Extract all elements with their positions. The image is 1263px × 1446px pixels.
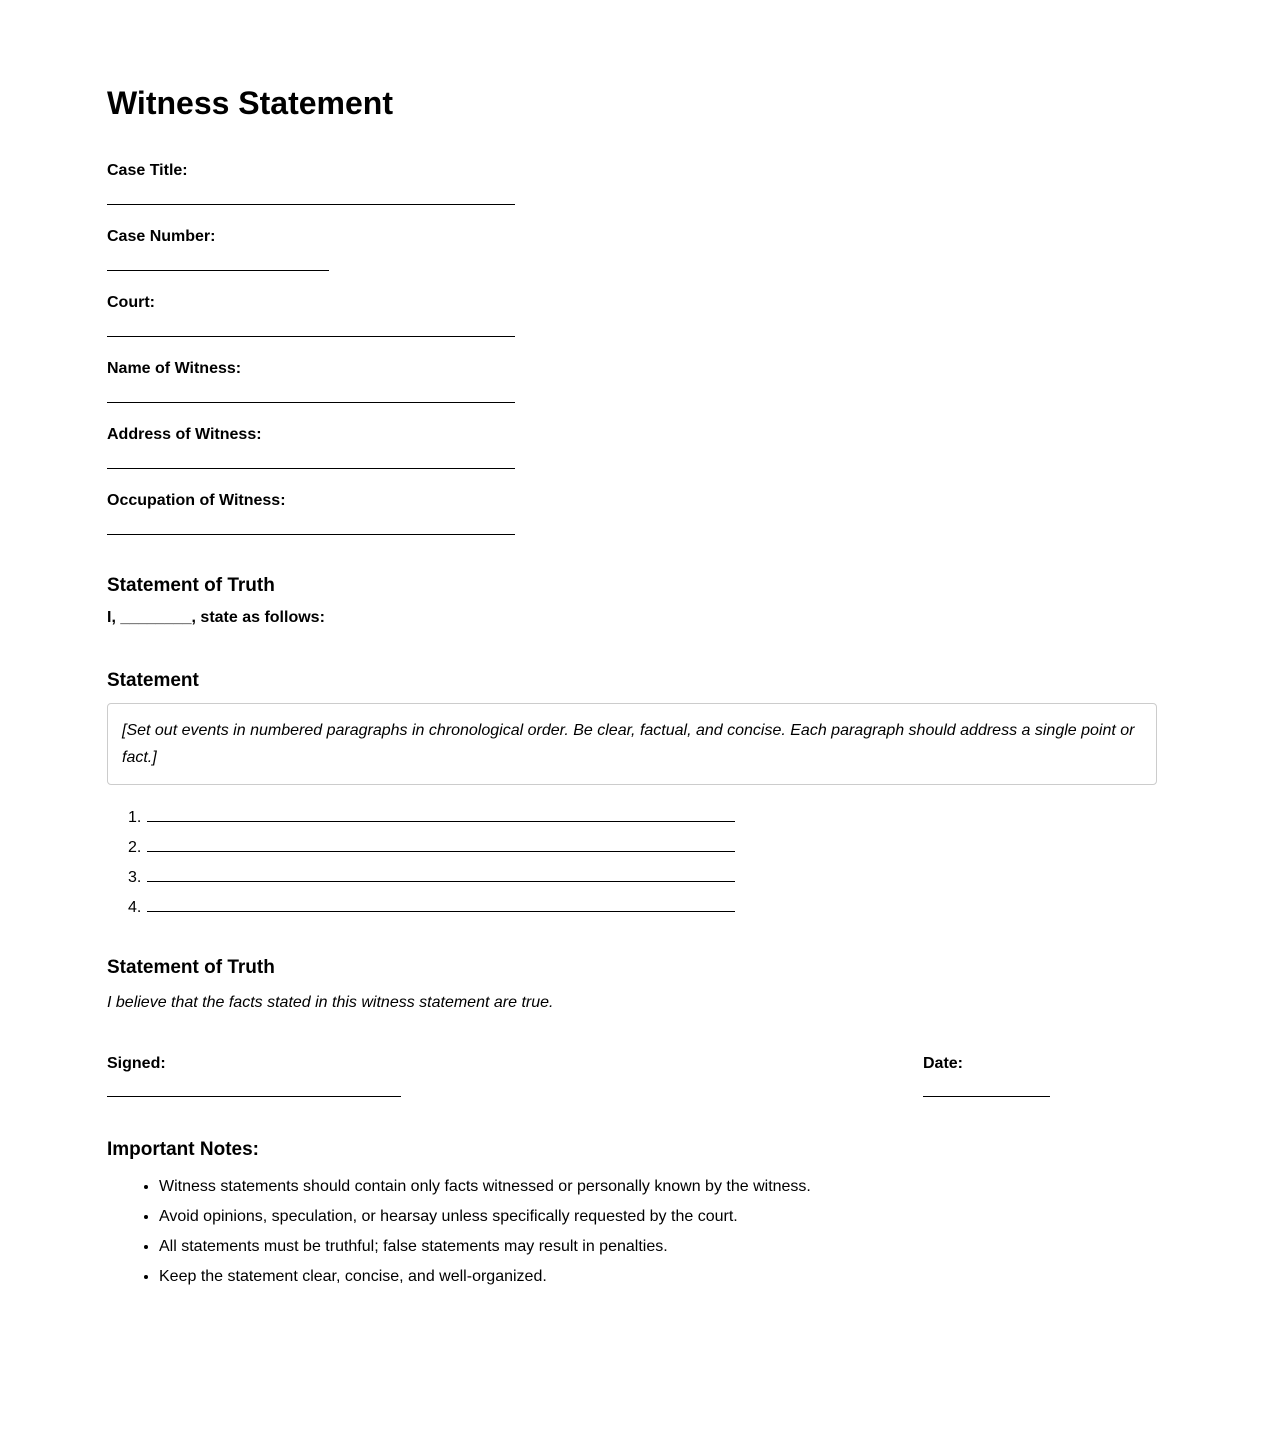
note-item: • Witness statements should contain only facts witnessed or personally known by the witness. — [159, 1177, 1157, 1196]
blank-line — [147, 881, 735, 882]
witness-fields-section — [107, 359, 1157, 535]
item-number: 4. — [128, 899, 142, 916]
signed-block — [107, 1054, 923, 1097]
truth-affirmation-text: I believe that the facts stated in this witness statement are true. — [107, 994, 554, 1011]
field-line-court — [107, 336, 515, 337]
note-item: • Avoid opinions, speculation, or hearsay unless specifically requested by the court. — [159, 1207, 1157, 1226]
statement-guidance-box — [107, 703, 1157, 785]
field-label-witness-address: Address of Witness: — [107, 426, 262, 443]
important-notes-heading: Important Notes: — [107, 1139, 259, 1160]
field-label-witness-name: Name of Witness: — [107, 360, 242, 377]
statement-line-item — [128, 898, 1157, 917]
truth-declaration-text: I, ________, state as follows: — [107, 609, 325, 626]
statement-line-item — [128, 838, 1157, 857]
blank-line — [147, 851, 735, 852]
field-line-witness-name — [107, 402, 515, 403]
statement-of-truth-closing-heading: Statement of Truth — [107, 957, 275, 978]
signed-label: Signed: — [107, 1055, 166, 1072]
field-label-court: Court: — [107, 294, 155, 311]
item-number: 1. — [128, 809, 142, 826]
signature-section — [107, 1054, 1157, 1097]
field-line-witness-address — [107, 468, 515, 469]
date-block — [923, 1054, 1050, 1097]
date-label: Date: — [923, 1055, 964, 1072]
item-number: 3. — [128, 869, 142, 886]
statement-of-truth-intro-heading: Statement of Truth — [107, 575, 275, 596]
signed-line — [107, 1096, 401, 1097]
statement-line-item — [128, 868, 1157, 887]
date-line — [923, 1096, 1050, 1097]
note-item: • Keep the statement clear, concise, and well-organized. — [159, 1267, 1157, 1286]
blank-line — [147, 821, 735, 822]
statement-numbered-list — [107, 808, 1157, 917]
statement-heading: Statement — [107, 670, 199, 691]
statement-guidance-text: [Set out events in numbered paragraphs in chronological order. Be clear, factual, and concise. Each paragraph should address a single point or fact.] — [122, 722, 1135, 766]
field-line-case-number — [107, 270, 329, 271]
case-fields-section — [107, 161, 1157, 337]
important-notes-list — [107, 1177, 1157, 1286]
page-title: Witness Statement — [107, 85, 393, 121]
field-line-witness-occupation — [107, 534, 515, 535]
field-label-case-number: Case Number: — [107, 228, 216, 245]
field-line-case-title — [107, 204, 515, 205]
statement-line-item — [128, 808, 1157, 827]
field-label-witness-occupation: Occupation of Witness: — [107, 492, 286, 509]
item-number: 2. — [128, 839, 142, 856]
field-label-case-title: Case Title: — [107, 162, 188, 179]
blank-line — [147, 911, 735, 912]
note-item: • All statements must be truthful; false statements may result in penalties. — [159, 1237, 1157, 1256]
